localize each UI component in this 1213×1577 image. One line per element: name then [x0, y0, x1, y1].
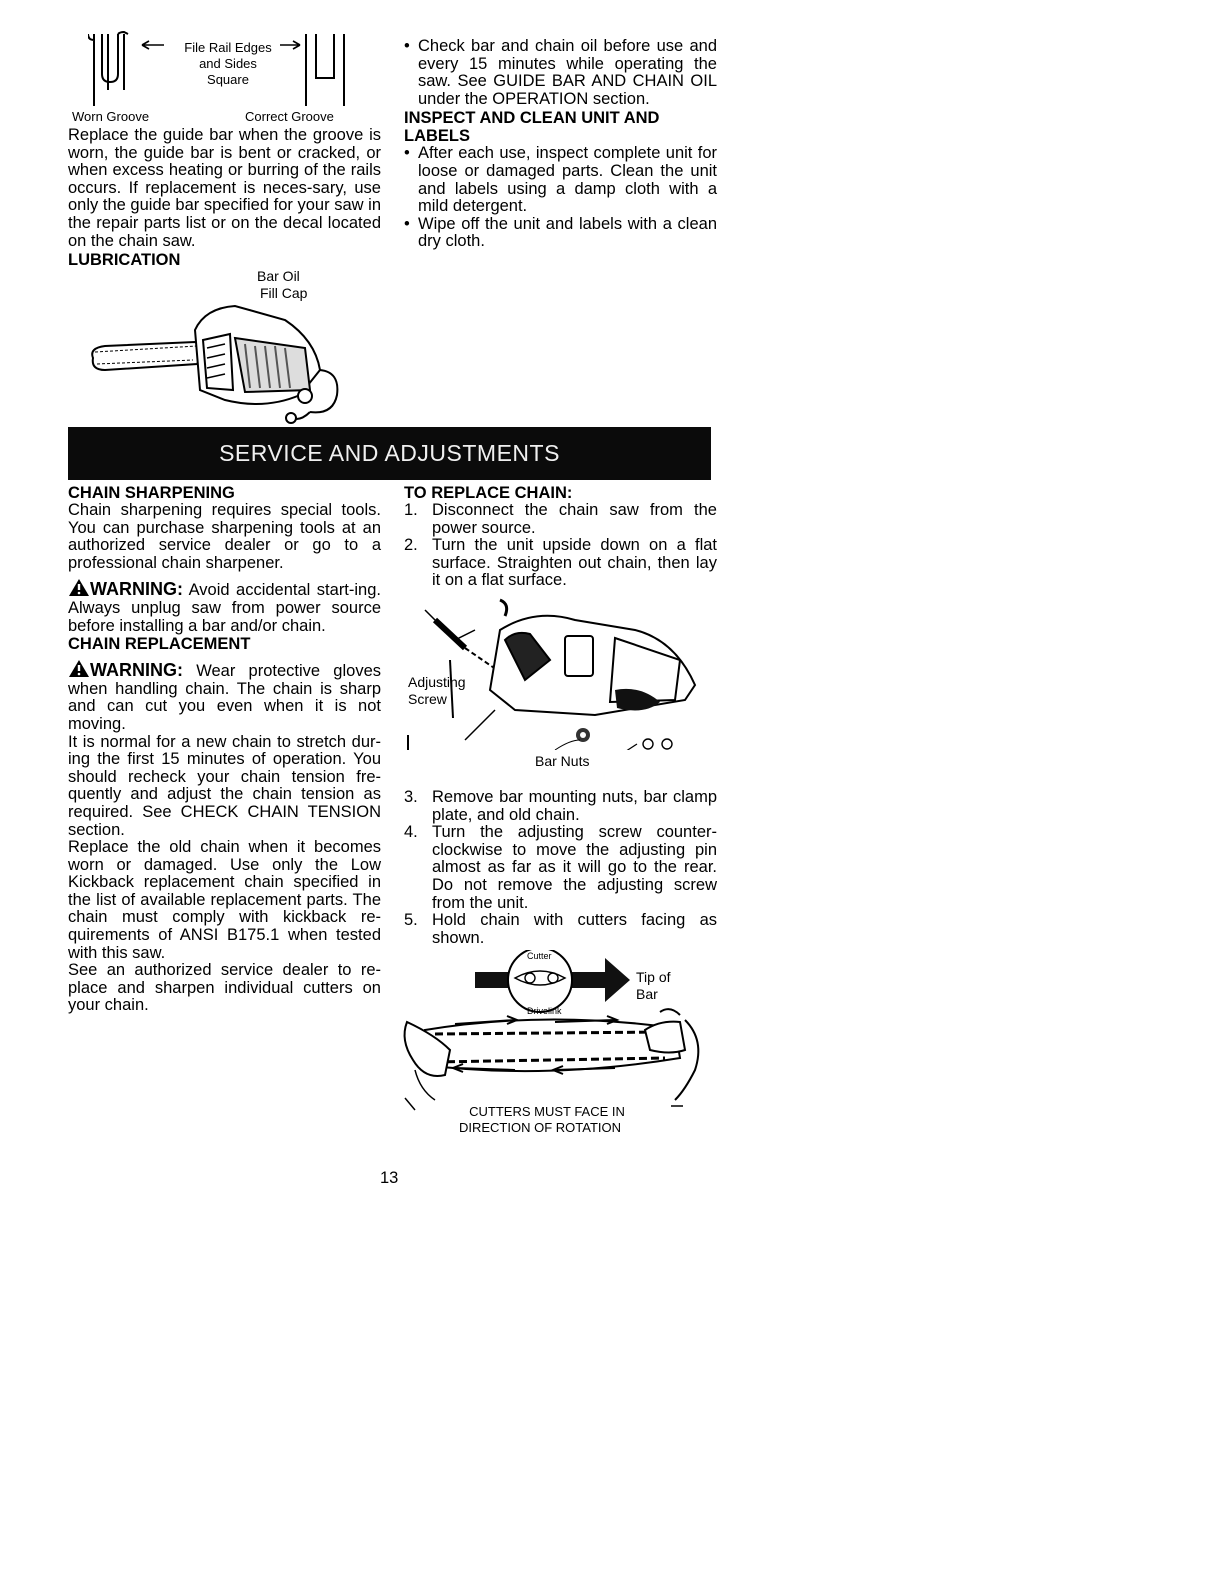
- adjusting-label: Adjusting: [408, 674, 466, 690]
- tip-of-label: Tip of: [636, 969, 671, 985]
- file-rail-edges-label: File Rail Edges: [184, 40, 272, 55]
- service-adjustments-banner: SERVICE AND ADJUSTMENTS: [68, 427, 711, 480]
- chainsaw-lubrication-illustration: [85, 300, 350, 425]
- cutters-caption-line1: CUTTERS MUST FACE IN: [469, 1104, 625, 1119]
- warning-text-1: Avoid accidental start-ing. Always unplug saw from power source before installing a bar and/or chain.: [68, 581, 381, 635]
- chain-replacement-heading: CHAIN REPLACEMENT: [68, 635, 251, 654]
- inspect-unit-bullet: • After each use, inspect complete unit for loose or damaged parts. Clean the unit and labels using a damp cloth with a mild detergent.: [404, 145, 717, 215]
- step-4: 4. Turn the adjusting screw counter-clockwise to move the adjusting pin almost as far as it will go to the rear. Do not remove the adjusting screw from the unit.: [404, 823, 717, 912]
- bar-nuts-label: Bar Nuts: [535, 753, 590, 769]
- correct-groove-label: Correct Groove: [245, 109, 334, 124]
- warning-triangle-icon: [68, 659, 90, 678]
- chain-sharpening-heading: CHAIN SHARPENING: [68, 484, 235, 502]
- wipe-unit-bullet: • Wipe off the unit and labels with a clean dry cloth.: [404, 216, 717, 251]
- screw-label: Screw: [408, 691, 447, 707]
- chain-stretch-paragraph: It is normal for a new chain to stretch dur-ing the first 15 minutes of operation. You should recheck your chain tension fre-quently and adjust the chain tension as required. See CHECK CHAIN TENSION section.: [68, 732, 381, 839]
- fill-cap-label: Fill Cap: [260, 285, 308, 301]
- warning-block-1: [68, 578, 381, 635]
- replace-old-chain-paragraph: Replace the old chain when it becomes worn or damaged. Use only the Low Kickback replacement chain specified in the list of available replacement parts. The chain must comply with kickback re-quirements of ANSI B175.1 when tested with this saw.: [68, 838, 381, 962]
- service-dealer-paragraph: See an authorized service dealer to re-place and sharpen individual cutters on your chain.: [68, 961, 381, 1015]
- and-sides-label: and Sides: [199, 56, 257, 71]
- cutter-label: Cutter: [527, 951, 552, 961]
- page-number: 13: [380, 1169, 399, 1187]
- warning-block-2: [68, 659, 381, 733]
- bar-label: Bar: [636, 986, 658, 1002]
- cutters-caption-line2: DIRECTION OF ROTATION: [458, 1120, 621, 1135]
- drivelink-label: Drivelink: [527, 1006, 562, 1016]
- step-3: 3. Remove bar mounting nuts, bar clamp plate, and old chain.: [404, 788, 717, 824]
- lubrication-heading: LUBRICATION: [68, 251, 181, 269]
- step-5: 5. Hold chain with cutters facing as shown.: [404, 911, 717, 947]
- to-replace-chain-heading: TO REPLACE CHAIN:: [404, 484, 573, 502]
- square-label: Square: [207, 72, 249, 87]
- step-2: 2. Turn the unit upside down on a flat surface. Straighten out chain, then lay it on a flat surface.: [404, 536, 717, 590]
- warning-triangle-icon: [68, 578, 90, 597]
- check-oil-bullet: • Check bar and chain oil before use and every 15 minutes while operating the saw. See GUIDE BAR AND CHAIN OIL under the OPERATION section.: [404, 38, 717, 108]
- worn-groove-label: Worn Groove: [72, 109, 150, 124]
- adjusting-screw-illustration: [405, 590, 705, 750]
- arrow-left-icon: [138, 40, 166, 50]
- chain-sharpening-text: Chain sharpening requires special tools. You can purchase sharpening tools at an authorized service dealer or go to a professional chain sharpener.: [68, 501, 381, 572]
- replace-bar-paragraph: Replace the guide bar when the groove is worn, the guide bar is bent or cracked, or when excess heating or burring of the rails occurs. If replacement is neces-sary, use only the guide bar specified for your saw in the repair parts list or on the decal located on the chain saw.: [68, 126, 381, 250]
- correct-groove-illustration: [300, 30, 360, 110]
- inspect-clean-heading: INSPECT AND CLEAN UNIT AND LABELS: [404, 109, 660, 146]
- step-1: 1. Disconnect the chain saw from the power source.: [404, 501, 717, 537]
- warning-text-2: Wear protective gloves when handling chain. The chain is sharp and can cut you even when it is not moving.: [68, 662, 381, 733]
- warning-label-2: WARNING:: [90, 660, 183, 681]
- bar-oil-label: Bar Oil: [257, 268, 300, 284]
- warning-label-1: WARNING:: [90, 579, 183, 600]
